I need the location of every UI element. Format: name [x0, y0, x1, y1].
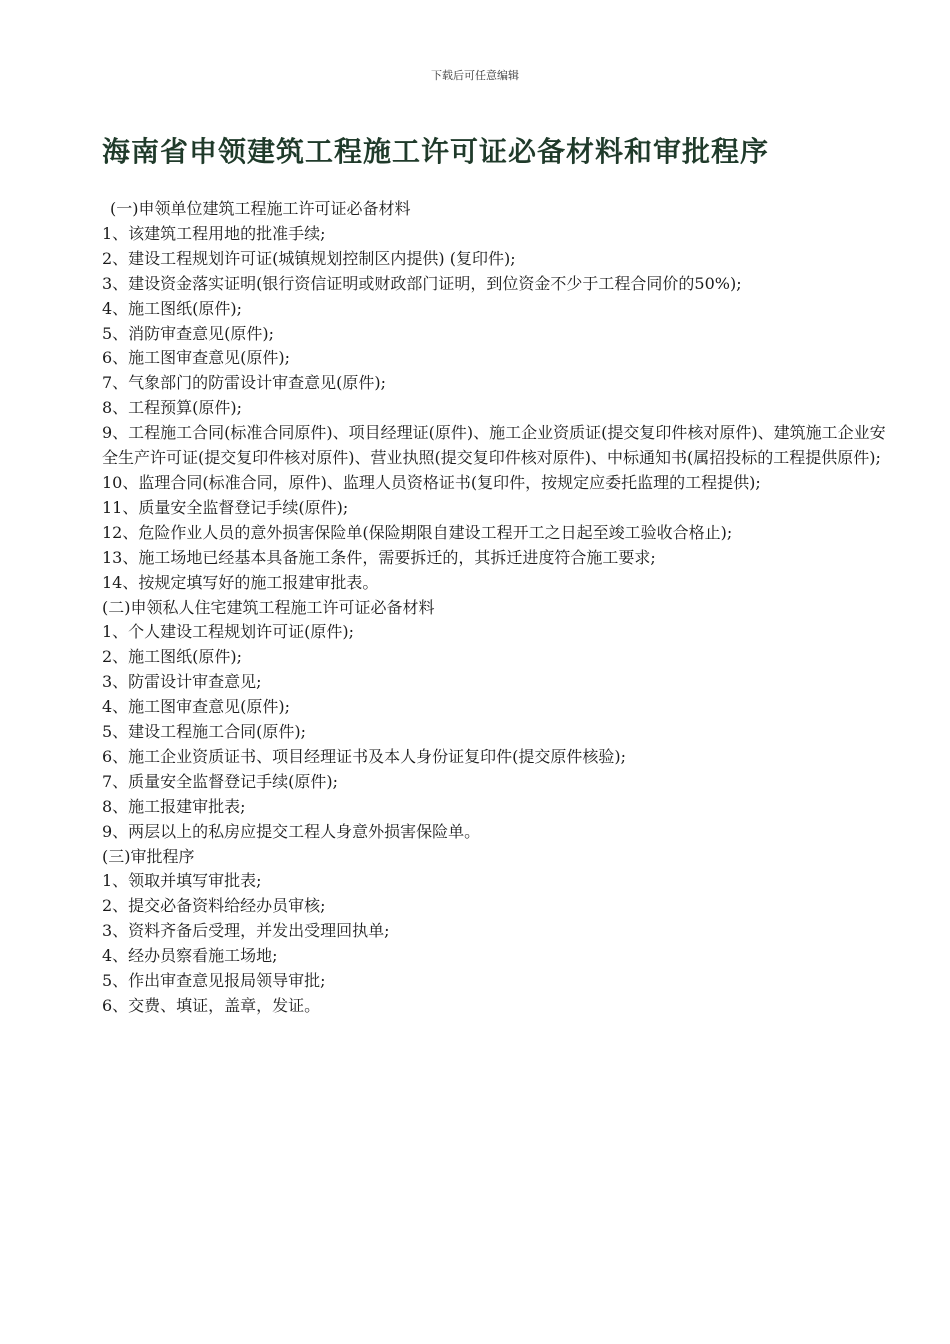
list-item: 12、危险作业人员的意外损害保险单(保险期限自建设工程开工之日起至竣工验收合格止); — [102, 522, 733, 542]
list-item: 3、资料齐备后受理，并发出受理回执单; — [102, 921, 390, 941]
list-item: 5、消防审查意见(原件); — [102, 323, 275, 343]
list-item: 1、领取并填写审批表; — [102, 871, 262, 891]
list-item: 6、交费、填证，盖章，发证。 — [102, 996, 321, 1015]
section-heading: (二)申领私人住宅建筑工程施工许可证必备材料 — [102, 597, 435, 617]
list-item: 11、质量安全监督登记手续(原件); — [102, 497, 349, 517]
list-item: 10、监理合同(标准合同，原件)、监理人员资格证书(复印件，按规定应委托监理的工程提供); — [102, 472, 761, 492]
section-approval-procedure — [102, 845, 892, 1019]
list-item: 6、施工图审查意见(原件); — [102, 348, 291, 368]
list-item: 5、建设工程施工合同(原件); — [102, 722, 307, 742]
document-title: 海南省申领建筑工程施工许可证必备材料和审批程序 — [102, 135, 770, 168]
list-item: 4、施工图审查意见(原件); — [102, 697, 291, 717]
section-heading: (一)申领单位建筑工程施工许可证必备材料 — [110, 199, 411, 218]
list-item: 9、工程施工合同(标准合同原件)、项目经理证(原件)、施工企业资质证(提交复印件核对原件)、建筑施工企业安全生产许可证(提交复印件核对原件)、营业执照(提交复印件核对原件)、中标通知书(属招投标的工程提供原件); — [102, 423, 886, 468]
list-item: 9、两层以上的私房应提交工程人身意外损害保险单。 — [102, 821, 481, 841]
list-item: 8、施工报建审批表; — [102, 796, 246, 816]
list-item: 2、施工图纸(原件); — [102, 647, 243, 667]
list-item: 2、提交必备资料给经办员审核; — [102, 896, 326, 916]
page-header-note: 下载后可任意编辑 — [431, 69, 519, 82]
document-body — [102, 197, 892, 1019]
list-item: 4、施工图纸(原件); — [102, 298, 243, 318]
section-unit-materials — [102, 197, 892, 596]
list-item: 5、作出审查意见报局领导审批; — [102, 971, 326, 991]
list-item: 14、按规定填写好的施工报建审批表。 — [102, 572, 379, 592]
list-item: 8、工程预算(原件); — [102, 398, 243, 418]
list-item: 3、防雷设计审查意见; — [102, 672, 262, 692]
list-item: 1、个人建设工程规划许可证(原件); — [102, 622, 355, 642]
list-item: 3、建设资金落实证明(银行资信证明或财政部门证明，到位资金不少于工程合同价的50%); — [102, 273, 742, 293]
list-item: 1、该建筑工程用地的批准手续; — [102, 223, 326, 243]
list-item: 7、质量安全监督登记手续(原件); — [102, 771, 339, 791]
section-private-materials — [102, 596, 892, 845]
list-item: 7、气象部门的防雷设计审查意见(原件); — [102, 373, 387, 393]
list-item: 6、施工企业资质证书、项目经理证书及本人身份证复印件(提交原件核验); — [102, 746, 627, 766]
list-item: 2、建设工程规划许可证(城镇规划控制区内提供) (复印件); — [102, 248, 516, 268]
list-item: 13、施工场地已经基本具备施工条件，需要拆迁的，其拆迁进度符合施工要求; — [102, 547, 656, 567]
list-item: 4、经办员察看施工场地; — [102, 946, 278, 966]
section-heading: (三)审批程序 — [102, 846, 195, 866]
